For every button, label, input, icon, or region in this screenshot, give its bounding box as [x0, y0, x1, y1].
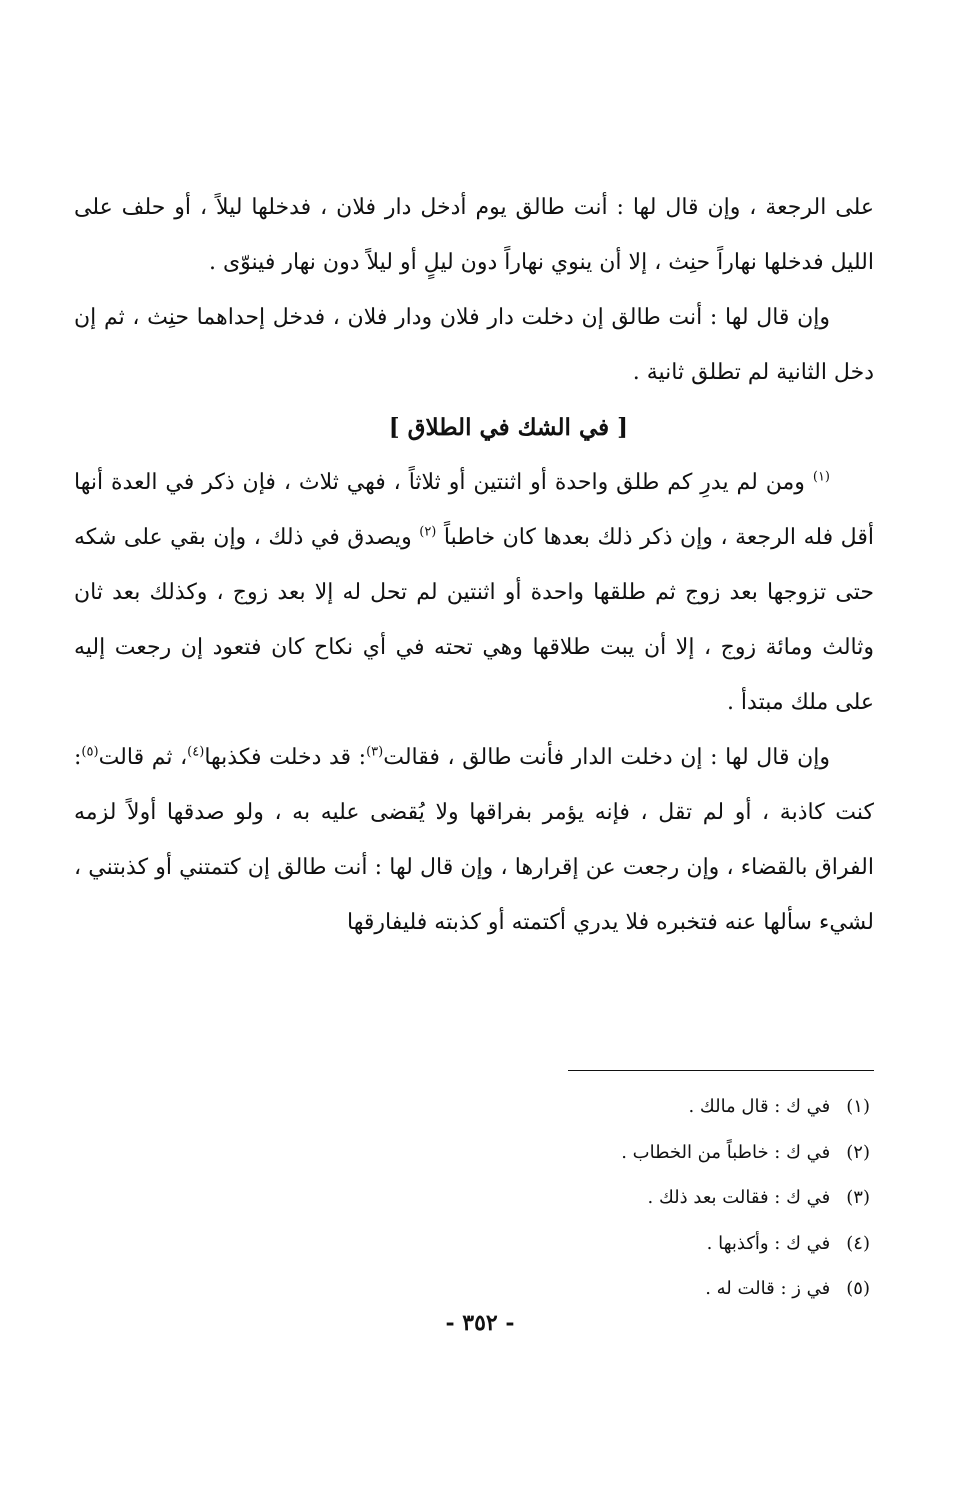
- footnote-marker-2: (٢): [419, 524, 437, 540]
- footnote-marker-4: (٤): [187, 744, 205, 760]
- footnote-number: (٣): [846, 1187, 870, 1208]
- paragraph-4-part-2: : قد دخلت فكذبها: [204, 745, 367, 770]
- paragraph-3-part-1: ومن لم يدرِ كم طلق واحدة أو اثنتين أو ثلاثاً ، فهي ثلاث ، فإن ذكر في العدة أنها أقل فله الرجعة ، وإن ذكر ذلك بعدها كان خاطباً: [74, 470, 874, 550]
- page-number: - ٣٥٢ -: [445, 1310, 515, 1336]
- footnote-2: [400, 1130, 870, 1176]
- main-text: [74, 180, 874, 950]
- paragraph-3-part-2: ويصدق في ذلك ، وإن بقي على شكه حتى تزوجها بعد زوج ثم طلقها واحدة أو اثنتين لم تحل له إلا بعد زوج ، وكذلك بعد ثان وثالث ومائة زوج ، إلا أن يبت طلاقها وهي تحته في أي نكاح كان فتعود إن رجعت إليه على ملك مبتدأ .: [74, 525, 874, 715]
- footnote-number: (٢): [846, 1141, 870, 1163]
- paragraph-2: وإن قال لها : أنت طالق إن دخلت دار فلان ودار فلان ، فدخل إحداهما حنِث ، ثم إن دخل الثانية لم تطلق ثانية .: [74, 305, 874, 385]
- paragraph-4-part-1: وإن قال لها : إن دخلت الدار فأنت طالق ، فقالت: [383, 745, 830, 770]
- footnote-number: (٤): [846, 1232, 870, 1254]
- footnote-4: [400, 1221, 870, 1267]
- footnote-1: [400, 1084, 870, 1130]
- paragraph-4: [74, 730, 874, 950]
- footnote-5: [400, 1266, 870, 1312]
- footnote-marker-1: (١): [812, 469, 830, 485]
- paragraph-1: على الرجعة ، وإن قال لها : أنت طالق يوم أدخل دار فلان ، فدخلها ليلاً ، أو حلف على الليل فدخلها نهاراً حنِث ، إلا أن ينوي نهاراً دون ليلٍ أو ليلاً دون نهار فينوّى .: [74, 195, 874, 275]
- footnote-3: [400, 1175, 870, 1221]
- paragraph-3: [74, 455, 874, 730]
- footnote-number: (٥): [846, 1278, 870, 1299]
- footnote-marker-5: (٥): [81, 744, 99, 760]
- footnote-text: في ك : خاطباً من الخطاب .: [621, 1141, 831, 1163]
- footnotes-list: [400, 1084, 870, 1312]
- paragraph-4-part-4: : كنت كاذبة ، أو لم تقل ، فإنه يؤمر بفراقها ولا يُقضى عليه به ، ولو صدقها أولاً لزمه الفراق بالقضاء ، وإن رجعت عن إقرارها ، وإن قال لها : أنت طالق إن كتمتني أو كذبتني ، لشيء سألها عنه فتخبره فلا يدري أكتمته أو كذبته فليفارقها: [74, 745, 874, 935]
- paragraph-4-part-3: ، ثم قالت: [98, 745, 188, 770]
- footnote-number: (١): [846, 1096, 870, 1117]
- footnote-divider: [568, 1070, 874, 1071]
- footnote-text: في ك : قال مالك .: [688, 1096, 831, 1117]
- footnote-text: في ك : فقالت بعد ذلك .: [647, 1187, 831, 1208]
- footnote-text: في ك : وأكذبها .: [706, 1232, 831, 1254]
- section-heading: [ في الشك في الطلاق ]: [388, 414, 628, 441]
- footnote-marker-3: (٣): [366, 744, 384, 760]
- footnote-text: في ز : قالت له .: [705, 1278, 831, 1299]
